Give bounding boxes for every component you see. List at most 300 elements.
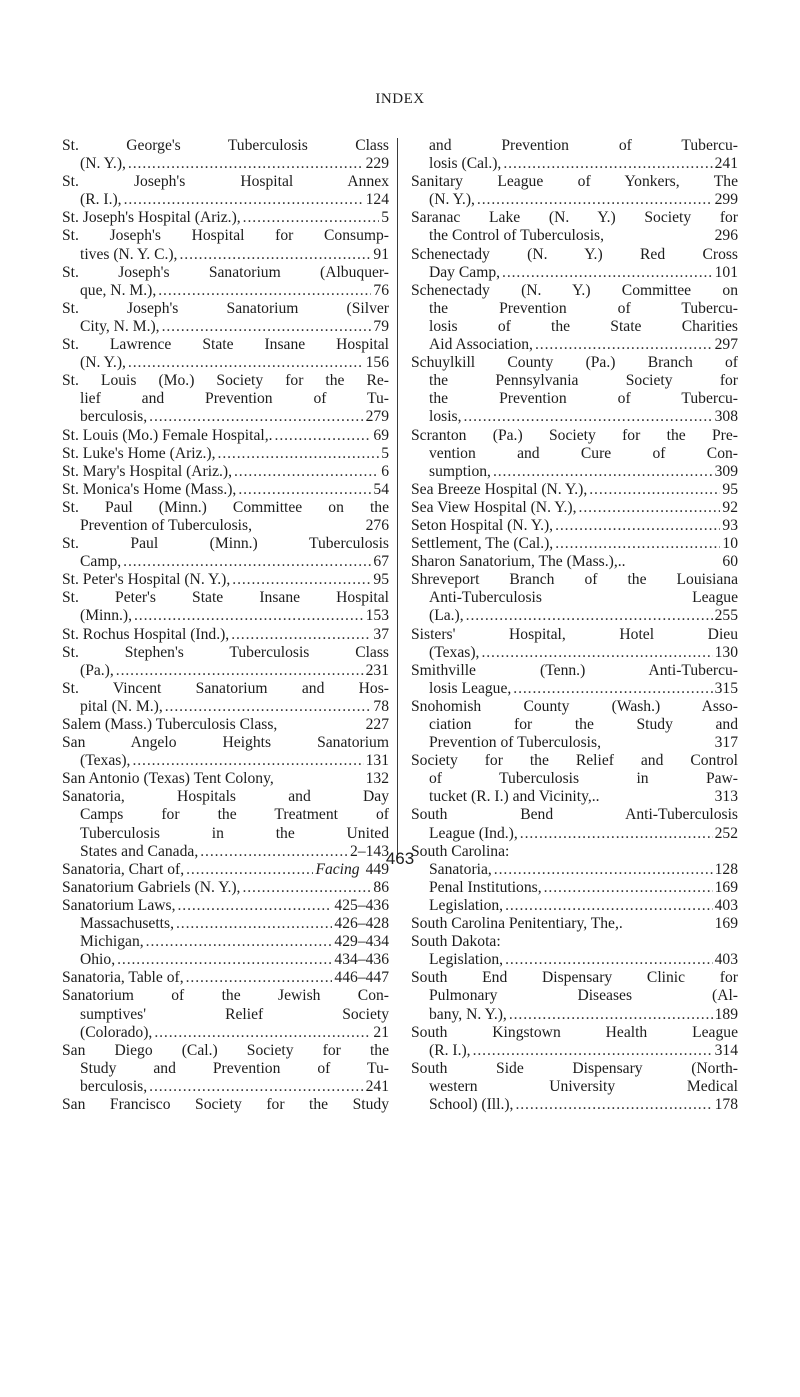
index-entry-page: 446–447	[334, 969, 389, 987]
index-entry	[62, 427, 389, 445]
index-entry-last-line	[62, 607, 389, 625]
index-entry-text: Settlement, The (Cal.),	[411, 535, 554, 553]
index-entry	[62, 589, 389, 625]
index-entry-page: 308	[714, 408, 738, 426]
index-entry-page: 229	[365, 155, 389, 173]
index-entry-line: the Prevention of Tubercu-	[429, 299, 738, 317]
index-entry-page: 313	[714, 788, 738, 806]
index-entry	[411, 535, 738, 553]
index-entry-page: 297	[714, 336, 738, 354]
index-entry-last-line	[62, 427, 389, 445]
index-entry-text: que, N. M.),	[80, 281, 157, 299]
index-entry-page: 21	[373, 1023, 389, 1041]
leader-dots	[146, 933, 333, 951]
leader-dots	[149, 408, 363, 426]
index-entry-line: Saranac Lake (N. Y.) Society for	[411, 209, 738, 227]
index-entry	[62, 897, 389, 915]
index-entry-page: 92	[722, 498, 738, 516]
index-entry-page: 6	[381, 462, 389, 480]
leader-dots	[555, 517, 720, 535]
index-entry-last-line	[62, 553, 389, 571]
index-entry-line: Society for the Relief and Control	[411, 752, 738, 770]
index-entry	[411, 571, 738, 625]
index-entry	[411, 517, 738, 535]
index-entry-line: lief and Prevention of Tu-	[80, 390, 389, 408]
index-entry	[411, 282, 738, 354]
index-entry-line: Snohomish County (Wash.) Asso-	[411, 697, 738, 715]
index-entry-last-line	[62, 915, 389, 933]
index-entry-text: pital (N. M.),	[80, 697, 163, 715]
index-entry	[411, 209, 738, 245]
leader-dots	[162, 318, 372, 336]
leader-dots	[555, 535, 720, 553]
index-entry-page: 276	[365, 516, 389, 534]
leader-dots	[589, 481, 720, 499]
leader-dots	[123, 553, 371, 571]
index-entry-last-line	[62, 282, 389, 300]
index-entry	[62, 137, 389, 173]
leader-dots	[234, 463, 379, 481]
page-title: INDEX	[375, 91, 425, 107]
index-entry	[62, 644, 389, 680]
index-entry-text: (N. Y.),	[429, 191, 475, 209]
index-entry-page: 241	[365, 1077, 389, 1095]
index-entry	[62, 969, 389, 987]
index-entry-last-line	[62, 1024, 389, 1042]
index-entry	[62, 445, 389, 463]
index-column-left	[62, 137, 389, 1114]
leader-dots	[243, 209, 380, 227]
leader-dots	[466, 607, 713, 625]
index-entry-line: St. George's Tuberculosis Class	[62, 137, 389, 154]
index-entry	[411, 806, 738, 842]
index-entry-last-line	[62, 209, 389, 227]
leader-dots	[515, 1096, 712, 1114]
index-entry-line: San Angelo Heights Sanatorium	[62, 734, 389, 752]
leader-dots	[513, 680, 712, 698]
index-entry-line: Shreveport Branch of the Louisiana	[411, 571, 738, 589]
index-entry-text: Prevention of Tuberculosis,	[429, 734, 601, 752]
index-entry-line: Schuylkill County (Pa.) Branch of	[411, 354, 738, 372]
index-entry	[411, 499, 738, 517]
index-entry	[411, 173, 738, 209]
index-entry-line: South Kingstown Health League	[411, 1023, 738, 1041]
index-entry-text: Massachusetts,	[80, 915, 174, 933]
index-entry-page: 317	[714, 734, 738, 752]
index-entry-text: tucket (R. I.) and Vicinity,..	[429, 788, 600, 806]
leader-dots	[128, 354, 364, 372]
index-entry-page: 5	[381, 444, 389, 462]
index-entry-last-line	[411, 535, 738, 553]
index-entry-line: St. Stephen's Tuberculosis Class	[62, 643, 389, 661]
index-entry-text: South Carolina Penitentiary, The,.	[411, 915, 623, 933]
leader-dots	[218, 445, 380, 463]
index-entry	[62, 571, 389, 589]
leader-dots	[481, 644, 712, 662]
index-entry-last-line	[62, 1078, 389, 1096]
leader-dots	[132, 752, 363, 770]
leader-dots	[177, 897, 332, 915]
index-entry-last-line	[411, 897, 738, 915]
index-entry-last-line	[411, 264, 738, 282]
index-entry	[62, 227, 389, 263]
leader-dots	[186, 969, 333, 987]
index-entry-page: 231	[365, 661, 389, 679]
leader-dots	[503, 155, 712, 173]
index-entry-line: St. Vincent Sanatorium and Hos-	[62, 679, 389, 697]
leader-dots	[473, 1042, 713, 1060]
index-entry	[411, 553, 738, 571]
index-entry-text: League (Ind.),	[429, 824, 518, 842]
index-entry-last-line	[411, 879, 738, 897]
index-entry-line: St. Paul (Minn.) Tuberculosis	[62, 535, 389, 553]
index-entry-line: St. Paul (Minn.) Committee on the	[62, 498, 389, 516]
index-entry-text: St. Joseph's Hospital (Ariz.),	[62, 209, 241, 227]
index-entry-line: Schenectady (N. Y.) Committee on	[411, 281, 738, 299]
index-entry-text: Sea Breeze Hospital (N. Y.),	[411, 480, 588, 498]
index-entry-last-line	[62, 408, 389, 426]
index-entry-line: South Side Dispensary (North-	[411, 1059, 738, 1077]
index-entry-line: Sanatorium of the Jewish Con-	[62, 987, 389, 1005]
index-entry-text: St. Peter's Hospital (N. Y.),	[62, 571, 231, 589]
index-entry	[411, 969, 738, 1023]
leader-dots	[505, 951, 713, 969]
leader-dots	[502, 264, 713, 282]
leader-dots	[464, 408, 713, 426]
index-entry-page: 279	[365, 408, 389, 426]
index-entry	[62, 1042, 389, 1096]
index-entry-text: Prevention of Tuberculosis,	[80, 516, 252, 534]
index-entry-text: Michigan,	[80, 933, 144, 951]
index-entry-last-line	[411, 155, 738, 173]
index-entry-page: 314	[714, 1041, 738, 1059]
page-number: 463	[385, 849, 415, 868]
index-entry-last-line	[411, 499, 738, 517]
index-entry-last-line	[411, 408, 738, 426]
index-entry-last-line	[411, 336, 738, 354]
leader-dots	[231, 626, 371, 644]
leader-dots	[117, 951, 332, 969]
leader-dots	[158, 282, 371, 300]
index-entry-text: tives (N. Y. C.),	[80, 245, 178, 263]
index-entry-page: 169	[714, 915, 738, 933]
index-entry-text: berculosis,	[80, 1077, 148, 1095]
index-entry-text: Ohio,	[80, 951, 116, 969]
leader-dots	[179, 246, 371, 264]
index-entry-last-line	[62, 463, 389, 481]
index-entry-last-line	[62, 481, 389, 499]
index-entry-page: 86	[373, 878, 389, 896]
index-entry-page: 69	[373, 426, 389, 444]
leader-dots	[275, 427, 372, 445]
index-entry-page: 93	[722, 516, 738, 534]
index-entry-page: 101	[714, 263, 738, 281]
index-entry-text: bany, N. Y.),	[429, 1005, 507, 1023]
index-entry-line: Scranton (Pa.) Society for the Pre-	[411, 426, 738, 444]
index-entry-page: 5	[381, 209, 389, 227]
index-entry-last-line	[411, 951, 738, 969]
index-entry-line: San Francisco Society for the Study	[62, 1095, 389, 1113]
leader-dots	[149, 1078, 363, 1096]
index-entry-page: 95	[722, 480, 738, 498]
index-entry-last-line	[411, 191, 738, 209]
index-entry	[62, 716, 389, 734]
index-entry-text: Sanatorium Laws,	[62, 896, 176, 914]
index-entry-text: City, N. M.),	[80, 317, 160, 335]
index-entry-text: St. Luke's Home (Ariz.),	[62, 444, 216, 462]
index-entry-page: 178	[714, 1095, 738, 1113]
index-entry-line: San Diego (Cal.) Society for the	[62, 1041, 389, 1059]
index-entry-text: (R. I.),	[80, 191, 122, 209]
index-entry	[62, 173, 389, 209]
index-entry-page: 403	[714, 896, 738, 914]
index-entry-last-line	[411, 825, 738, 843]
index-entry-last-line	[62, 191, 389, 209]
leader-dots	[544, 879, 713, 897]
index-entry-text: (La.),	[429, 607, 464, 625]
index-entry-last-line	[62, 246, 389, 264]
index-entry-text: Penal Institutions,	[429, 878, 542, 896]
index-entry-line: Anti-Tuberculosis League	[429, 589, 738, 607]
index-entry-last-line	[62, 879, 389, 897]
index-entry-line: South Bend Anti-Tuberculosis	[411, 806, 738, 824]
leader-dots	[116, 662, 364, 680]
index-entry-last-line	[62, 698, 389, 716]
index-entry-line: Schenectady (N. Y.) Red Cross	[411, 245, 738, 263]
index-entry	[62, 209, 389, 227]
index-entry-line: sumptives' Relief Society	[80, 1005, 389, 1023]
leader-dots	[128, 155, 364, 173]
index-entry-line: western University Medical	[429, 1077, 738, 1095]
index-entry-page: 95	[373, 571, 389, 589]
index-entry-text: School) (Ill.),	[429, 1095, 514, 1113]
index-entry-line: Tuberculosis in the United	[80, 824, 389, 842]
index-entry-text: States and Canada,	[80, 842, 199, 860]
index-entry-text: (R. I.),	[429, 1041, 471, 1059]
index-entry-page: 10	[722, 535, 738, 553]
index-entry-text: St. Mary's Hospital (Ariz.),	[62, 462, 232, 480]
index-entry-page: 153	[365, 607, 389, 625]
index-entry-last-line	[411, 227, 738, 245]
index-entry-text: (N. Y.),	[80, 155, 126, 173]
index-entry-text: Legislation,	[429, 896, 504, 914]
index-entry-last-line	[62, 662, 389, 680]
index-entry-last-line	[62, 571, 389, 589]
index-entry-text: Day Camp,	[429, 263, 501, 281]
index-entry	[411, 354, 738, 426]
index-entry-line: St. Joseph's Hospital for Consump-	[62, 227, 389, 245]
index-entry	[62, 463, 389, 481]
index-entry-text: (Colorado),	[80, 1023, 153, 1041]
index-entry	[62, 951, 389, 969]
index-entry	[62, 680, 389, 716]
index-entry-last-line	[62, 897, 389, 915]
index-entry	[411, 915, 738, 933]
index-entry	[411, 752, 738, 806]
leader-dots	[493, 463, 713, 481]
index-entry	[411, 897, 738, 915]
index-entry-line: Camps for the Treatment of	[80, 806, 389, 824]
index-entry-text: Sanatoria,	[429, 860, 492, 878]
index-entry-last-line	[62, 445, 389, 463]
index-entry-page: 425–436	[334, 896, 389, 914]
leader-dots	[505, 897, 713, 915]
index-entry	[62, 336, 389, 372]
index-entry-page: 130	[714, 643, 738, 661]
index-entry-text: berculosis,	[80, 408, 148, 426]
index-entry-page: 429–434	[334, 933, 389, 951]
index-entry-line: Sanitary League of Yonkers, The	[411, 173, 738, 191]
index-entry-text: St. Louis (Mo.) Female Hospital,.	[62, 426, 273, 444]
index-entry-line: Study and Prevention of Tu-	[80, 1059, 389, 1077]
index-entry	[411, 626, 738, 662]
index-entry-line: the Prevention of Tubercu-	[429, 390, 738, 408]
index-entry-text: Sanatoria, Table of,	[62, 969, 184, 987]
index-entry-page: 54	[373, 480, 389, 498]
index-entry-line: St. Louis (Mo.) Society for the Re-	[62, 372, 389, 390]
index-entry-line: the Pennsylvania Society for	[429, 372, 738, 390]
index-entry-text: Sanatorium Gabriels (N. Y.),	[62, 878, 241, 896]
index-entry-page: 449	[365, 860, 389, 878]
leader-dots	[477, 191, 713, 209]
index-entry	[62, 770, 389, 788]
index-entry	[62, 933, 389, 951]
index-entry-text: the Control of Tuberculosis,	[429, 227, 605, 245]
leader-dots	[520, 825, 713, 843]
index-entry	[62, 915, 389, 933]
index-entry-last-line	[62, 933, 389, 951]
leader-dots	[176, 915, 332, 933]
index-entry	[411, 698, 738, 752]
index-entry-last-line	[62, 716, 389, 734]
index-entry	[62, 1096, 389, 1114]
index-entry-text: Salem (Mass.) Tuberculosis Class,	[62, 716, 278, 733]
index-entry-line: Pulmonary Diseases (Al-	[429, 987, 738, 1005]
index-entry	[411, 481, 738, 499]
index-entry-text: St. Rochus Hospital (Ind.),	[62, 625, 230, 643]
index-entry-line: of Tuberculosis in Paw-	[429, 770, 738, 788]
index-entry-text: San Antonio (Texas) Tent Colony,	[62, 770, 274, 788]
index-entry-page: 37	[373, 625, 389, 643]
index-entry-page: 227	[365, 716, 389, 733]
index-entry-last-line	[411, 1096, 738, 1114]
index-entry	[62, 300, 389, 336]
index-entry-last-line	[411, 481, 738, 499]
index-entry-last-line	[62, 770, 389, 788]
index-entry-line: losis of the State Charities	[429, 317, 738, 335]
index-entry-page: 403	[714, 951, 738, 969]
index-entry-page: 299	[714, 191, 738, 209]
leader-dots	[154, 1024, 371, 1042]
index-entry-text: (N. Y.),	[80, 354, 126, 372]
index-entry-last-line	[411, 463, 738, 481]
index-entry-page: 169	[714, 878, 738, 896]
index-entry-text: losis League,	[429, 679, 512, 697]
index-entry-line: St. Peter's State Insane Hospital	[62, 589, 389, 607]
index-entry	[62, 734, 389, 770]
leader-dots	[509, 1006, 713, 1024]
index-entry-page: 60	[722, 553, 738, 571]
index-entry-page: 128	[714, 860, 738, 878]
index-entry-text: sumption,	[429, 462, 491, 480]
index-entry-text: St. Monica's Home (Mass.),	[62, 480, 237, 498]
index-entry-text: (Pa.),	[80, 661, 114, 679]
index-entry-page: 296	[714, 227, 738, 245]
index-entry-line: Sanatoria, Hospitals and Day	[62, 788, 389, 806]
leader-dots	[124, 191, 364, 209]
index-entry	[411, 879, 738, 897]
index-entry-page: 255	[714, 607, 738, 625]
index-entry-page: 67	[373, 553, 389, 571]
index-entry-line: St. Joseph's Hospital Annex	[62, 173, 389, 191]
index-entry-page: 79	[373, 317, 389, 335]
index-entry	[411, 137, 738, 173]
leader-dots	[232, 571, 371, 589]
index-entry	[62, 987, 389, 1041]
index-entry	[411, 933, 738, 969]
index-column-right	[411, 137, 738, 1114]
index-entry-last-line	[62, 626, 389, 644]
index-entry-last-line	[62, 517, 389, 535]
index-entry-text: losis (Cal.),	[429, 155, 502, 173]
index-entry-last-line	[62, 155, 389, 173]
index-entry-last-line	[411, 788, 738, 806]
index-entry-page: 78	[373, 697, 389, 715]
index-entry-last-line	[411, 644, 738, 662]
index-entry-line: Sisters' Hospital, Hotel Dieu	[411, 625, 738, 643]
index-entry-line: vention and Cure of Con-	[429, 444, 738, 462]
index-entry-page: 309	[714, 462, 738, 480]
index-entry	[411, 1060, 738, 1114]
index-entry	[411, 427, 738, 481]
index-entry-page: 156	[365, 354, 389, 372]
index-entry-last-line	[62, 969, 389, 987]
index-entry-line: South Dakota:	[411, 933, 501, 951]
column-divider	[397, 138, 398, 858]
index-entry-last-line	[62, 951, 389, 969]
index-entry-page: 252	[714, 824, 738, 842]
index-entry	[62, 626, 389, 644]
index-entry-page: 76	[373, 281, 389, 299]
index-entry-page: 91	[373, 245, 389, 263]
index-entry-last-line	[411, 680, 738, 698]
index-entry-line: St. Joseph's Sanatorium (Silver	[62, 299, 389, 317]
leader-dots	[242, 879, 371, 897]
index-entry-line: and Prevention of Tubercu-	[429, 137, 738, 154]
index-entry	[62, 481, 389, 499]
index-entry-text: (Texas),	[429, 643, 480, 661]
index-entry-last-line	[411, 734, 738, 752]
index-entry	[62, 499, 389, 535]
index-entry-page: 131	[365, 752, 389, 770]
index-entry	[62, 879, 389, 897]
index-entry-text: Sharon Sanatorium, The (Mass.),..	[411, 553, 626, 571]
index-entry-page: 189	[714, 1005, 738, 1023]
index-entry-page: 434–436	[334, 951, 389, 969]
index-entry-last-line	[411, 1042, 738, 1060]
index-entry-last-line	[62, 752, 389, 770]
index-entry-line: Smithville (Tenn.) Anti-Tubercu-	[411, 661, 738, 679]
index-entry	[62, 264, 389, 300]
index-entry-last-line	[411, 915, 738, 933]
index-entry-text: Aid Association,	[429, 336, 533, 354]
leader-dots	[238, 481, 371, 499]
index-entry-page: 132	[365, 770, 389, 788]
index-entry-line: ciation for the Study and	[429, 716, 738, 733]
index-entry-text: (Minn.),	[80, 607, 132, 625]
index-entry-line: South Carolina:	[411, 842, 510, 860]
index-entry-line: South End Dispensary Clinic for	[411, 969, 738, 987]
